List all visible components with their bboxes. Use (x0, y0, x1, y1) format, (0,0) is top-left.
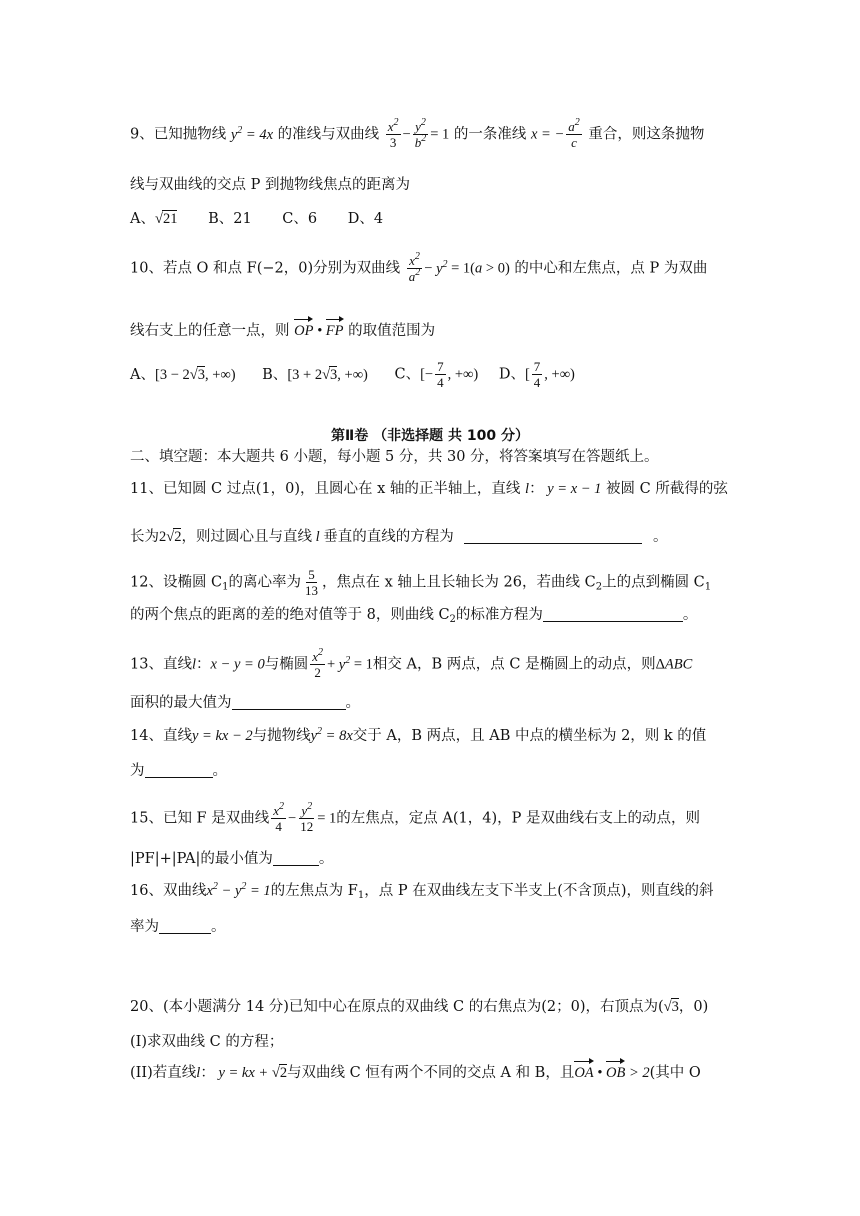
q20-line3: (II)若直线l： y = kx + √2与双曲线 C 恒有两个不同的交点 A 和 B，且OA • OB > 2(其中 O (130, 1065, 701, 1081)
q13-line2: 面积的最大值为 。 (130, 695, 360, 711)
q9-options (130, 210, 730, 228)
q9-line2: 线与双曲线的交点 P 到抛物线焦点的距离为 (130, 177, 410, 193)
q10-option-b: B、[3 + 2√3, +∞) (262, 366, 368, 383)
q14-line1: 14、直线y = kx − 2与抛物线$y^2 = 8x$交于 A，B 两点，且 AB 中点的横坐标为 2，则 k 的值 (130, 726, 707, 744)
q10-option-a: A、[3 − 2√3, +∞) (130, 366, 236, 383)
q9-option-c: C、6 (282, 211, 318, 227)
q10-option-c: C、[− $\frac{7}{4}$ , +∞) (394, 359, 479, 390)
q11-line2: 长为2√2，则过圆心且与直线 l 垂直的直线的方程为 。 (130, 529, 668, 545)
q11-line1: 11、已知圆 C 过点(1，0)，且圆心在 x 轴的正半轴上，直线 l： y = x − 1 被圆 C 所截得的弦 (130, 481, 728, 497)
q15-line2: |PF|+|PA|的最小值为 。 (130, 851, 334, 867)
q10-options (130, 360, 730, 389)
q13-line1: 13、直线l：x − y = 0与椭圆 $\frac{x^2}{2}$ + $y^2 = 1$相交 A，B 两点，点 C 是椭圆上的动点，则ΔABC (130, 647, 693, 680)
q9-text: 9、已知抛物线 (130, 126, 227, 143)
q12-line2: 的两个焦点的距离的差的绝对值等于 8，则曲线 $C_2$的标准方程为 。 (130, 607, 698, 625)
q10-hyperbola-frac: $\frac{x^2}{a^2}$ (408, 251, 421, 284)
q12-answer-blank[interactable] (543, 607, 683, 622)
section-title: 第Ⅱ卷 （非选择题 共 100 分） (331, 428, 529, 444)
q10-line2: 线右支上的任意一点，则 OP • FP 的取值范围为 (130, 323, 436, 339)
q9-option-d: D、4 (347, 211, 384, 227)
q10-dot-product: OP • FP (294, 323, 344, 339)
q16-line2: 率为 。 (130, 919, 226, 935)
q9-option-b: B、21 (208, 211, 252, 227)
q9-directrix-eq: x = − (530, 126, 565, 143)
q14-answer-blank[interactable] (145, 763, 213, 778)
q10-option-d: D、[ $\frac{7}{4}$ , +∞) (498, 359, 575, 390)
q9-option-a: A、√21 (130, 211, 178, 227)
q11-answer-blank[interactable] (464, 529, 642, 544)
q9-line1: 9、已知抛物线 $y^2 = 4x$ 的准线与双曲线 $\frac{x^2}{3}$ − $\frac{y^2}{b^2}$ = 1 的一条准线 x = − $\frac{a^2}{c}$ 重合，则这条抛物 (130, 117, 705, 150)
q15-answer-blank[interactable] (273, 851, 319, 866)
q9-parabola-eq: $y^2 = 4x$ (230, 124, 274, 143)
q13-answer-blank[interactable] (232, 695, 346, 710)
q10-line1: 10、若点 O 和点 F(−2，0)分别为双曲线 $\frac{x^2}{a^2}$ − $y^2 = 1(a > 0)$ 的中心和左焦点，点 P 为双曲 (130, 251, 708, 284)
q20-line1: 20、(本小题满分 14 分)已知中心在原点的双曲线 C 的右焦点为(2；0)，右顶点为(√3，0) (130, 999, 709, 1015)
q14-line2: 为 。 (130, 763, 227, 779)
q12-line1: 12、设椭圆 $C_1$的离心率为 $\frac{5}{13}$ ，焦点在 x 轴上且长轴长为 26，若曲线 $C_2$上的点到椭圆 $C_1$ (130, 567, 712, 598)
section-intro: 二、填空题：本大题共 6 小题，每小题 5 分，共 30 分，将答案填写在答题纸上。 (130, 449, 659, 465)
q9-hyperbola-frac1: $\frac{x^2}{3}$ (387, 117, 399, 150)
q16-line1: 16、双曲线$x^2 - y^2 = 1$的左焦点为 $F_1$，点 P 在双曲线左支下半支上(不含顶点)，则直线的斜 (130, 881, 714, 901)
q20-line2: (Ⅰ)求双曲线 C 的方程； (130, 1034, 284, 1050)
q16-answer-blank[interactable] (159, 919, 211, 934)
q15-line1: 15、已知 F 是双曲线 $\frac{x^2}{4}$ − $\frac{y^2}{12}$ = 1的左焦点，定点 A(1，4)，P 是双曲线右支上的动点，则 (130, 801, 700, 834)
